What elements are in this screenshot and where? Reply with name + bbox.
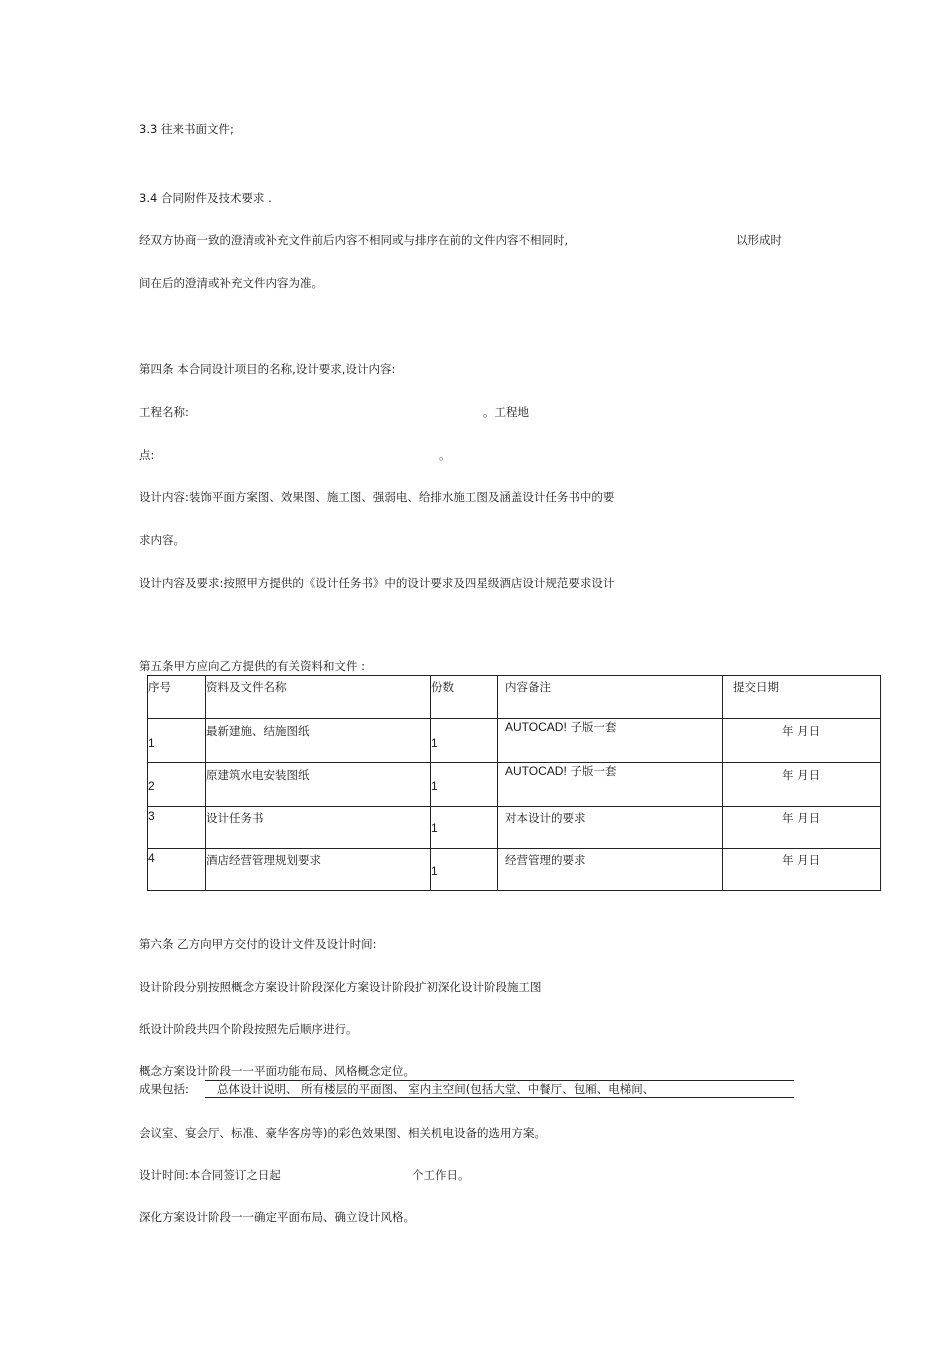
project-location-label-a: 。工程地 (483, 405, 529, 419)
design-content-1: 设计内容:装饰平面方案图、效果图、施工图、强弱电、给排水施工图及涵盖设计任务书中的要 (139, 490, 615, 504)
results-continued: 会议室、宴会厅、标准、豪华客房等)的彩色效果图、相关机电设备的选用方案。 (139, 1126, 546, 1140)
row-date: 年 月日 (782, 768, 821, 782)
table-row (148, 849, 881, 891)
project-location-end: 。 (439, 448, 451, 462)
precedence-text-2: 间在后的澄清或补充文件内容为准。 (139, 276, 323, 290)
table-row (148, 807, 881, 849)
row-qty: 1 (431, 779, 438, 793)
row-qty: 1 (431, 736, 438, 750)
materials-table (147, 675, 881, 891)
table-row (148, 763, 881, 807)
article-6-heading: 第六条 乙方向甲方交付的设计文件及设计时间: (139, 937, 377, 951)
header-date: 提交日期 (733, 680, 779, 694)
row-date: 年 月日 (782, 811, 821, 825)
row-note: AUTOCAD! 子版一套 (505, 764, 617, 778)
table-header-row (148, 676, 881, 719)
precedence-text-1: 经双方协商一致的澄清或补充文件前后内容不相同或与排序在前的文件内容不相同时, (139, 233, 569, 247)
row-name: 酒店经营管理规划要求 (206, 853, 321, 867)
design-time-unit: 个工作日。 (412, 1168, 470, 1182)
row-name: 设计任务书 (206, 811, 264, 825)
stages-text-2: 纸设计阶段共四个阶段按照先后顺序进行。 (139, 1022, 358, 1036)
results-label: 成果包括: (139, 1082, 189, 1096)
table-row (148, 719, 881, 763)
results-items: 总体设计说明、 所有楼层的平面图、 室内主空间(包括大堂、中餐厅、包厢、电梯间、 (217, 1082, 655, 1096)
project-location-label-b: 点: (139, 448, 155, 462)
design-time-label: 设计时间:本合同签订之日起 (139, 1168, 281, 1182)
row-note: 经营管理的要求 (505, 853, 586, 867)
concept-stage: 概念方案设计阶段一一平面功能布局、风格概念定位。 (139, 1064, 415, 1078)
row-date: 年 月日 (782, 853, 821, 867)
clause-3-3: 3.3 往来书面文件; (139, 122, 234, 136)
precedence-text-1b: 以形成时 (736, 233, 782, 247)
row-date: 年 月日 (782, 724, 821, 738)
row-qty: 1 (431, 821, 438, 835)
clause-3-4: 3.4 合同附件及技术要求 . (139, 191, 272, 205)
header-no: 序号 (148, 680, 171, 694)
row-name: 原建筑水电安装图纸 (206, 768, 310, 782)
row-no: 2 (148, 779, 155, 793)
header-note: 内容备注 (505, 680, 551, 694)
design-requirements: 设计内容及要求:按照甲方提供的《设计任务书》中的设计要求及四星级酒店设计规范要求设计 (139, 576, 615, 590)
row-qty: 1 (431, 864, 438, 878)
row-name: 最新建施、结施图纸 (206, 724, 310, 738)
row-no: 1 (148, 736, 155, 750)
row-no: 3 (148, 809, 155, 823)
row-note: 对本设计的要求 (505, 811, 586, 825)
stages-text-1: 设计阶段分别按照概念方案设计阶段深化方案设计阶段扩初深化设计阶段施工图 (139, 980, 542, 994)
design-content-2: 求内容。 (139, 533, 185, 547)
article-4-heading: 第四条 本合同设计项目的名称,设计要求,设计内容: (139, 362, 396, 376)
row-note: AUTOCAD! 子版一套 (505, 720, 617, 734)
project-name-label: 工程名称: (139, 405, 189, 419)
deepen-stage: 深化方案设计阶段一一确定平面布局、确立设计风格。 (139, 1210, 415, 1224)
header-qty: 份数 (431, 680, 454, 694)
header-name: 资料及文件名称 (206, 680, 287, 694)
article-5-heading: 第五条甲方应向乙方提供的有关资料和文件 : (139, 659, 366, 673)
row-no: 4 (148, 851, 155, 865)
